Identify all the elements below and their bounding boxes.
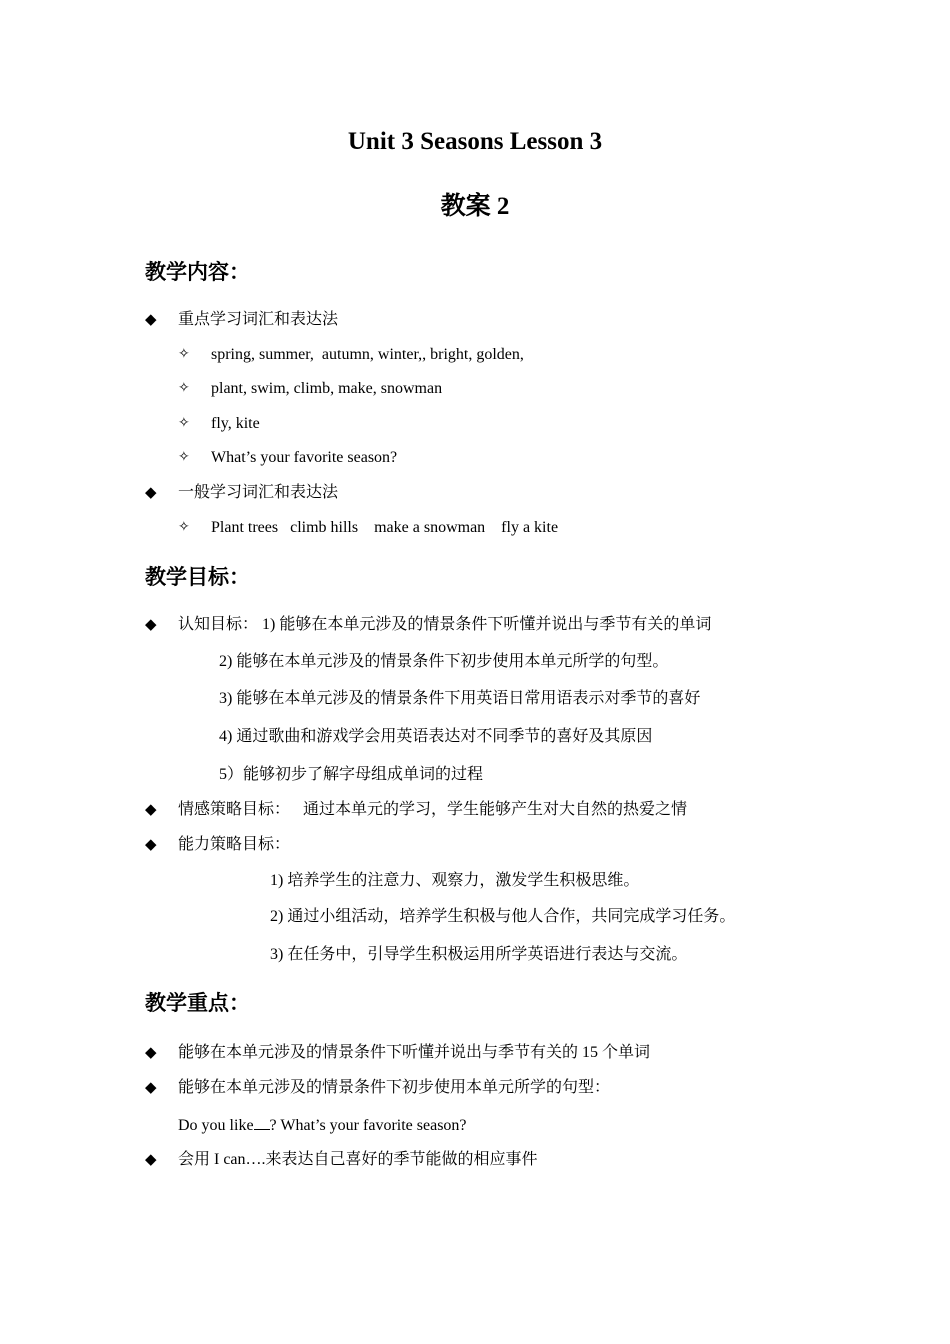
blank-underline (254, 1115, 270, 1130)
focus-example-sentence (178, 1115, 467, 1136)
focus-example-prefix: Do you like (178, 1117, 254, 1134)
affective-label: 情感策略目标： (178, 801, 291, 818)
cognitive-item: 5）能够初步了解字母组成单词的过程 (219, 766, 484, 783)
key-vocab-item: plant, swim, climb, make, snowman (211, 380, 443, 397)
cognitive-item: 3) 能够在本单元涉及的情景条件下用英语日常用语表示对季节的喜好 (219, 690, 701, 707)
focus-item: 能够在本单元涉及的情景条件下初步使用本单元所学的句型： (178, 1079, 611, 1096)
ability-label: 能力策略目标： (178, 836, 291, 853)
star-bullet-icon: ✧ (178, 347, 190, 362)
cognitive-label: 认知目标： (178, 616, 259, 633)
key-vocab-item: What’s your favorite season? (211, 449, 398, 466)
general-vocab-item: Plant trees climb hills make a snowman fly a kite (211, 519, 559, 536)
ability-item: 1) 培养学生的注意力、观察力，激发学生积极思维。 (270, 872, 640, 889)
affective-text: 通过本单元的学习，学生能够产生对大自然的热爱之情 (303, 801, 688, 818)
diamond-bullet-icon: ◆ (145, 312, 157, 328)
cognitive-item: 4) 通过歌曲和游戏学会用英语表达对不同季节的喜好及其原因 (219, 728, 653, 745)
diamond-bullet-icon: ◆ (145, 837, 157, 853)
diamond-bullet-icon: ◆ (145, 485, 157, 501)
section-heading-focus: 教学重点： (145, 991, 250, 1015)
diamond-bullet-icon: ◆ (145, 1080, 157, 1096)
key-vocab-item: fly, kite (211, 415, 260, 432)
ability-item: 2) 通过小组活动，培养学生积极与他人合作，共同完成学习任务。 (270, 908, 736, 925)
cognitive-item: 2) 能够在本单元涉及的情景条件下初步使用本单元所学的句型。 (219, 653, 669, 670)
star-bullet-icon: ✧ (178, 450, 190, 465)
section-heading-content: 教学内容： (145, 260, 250, 284)
star-bullet-icon: ✧ (178, 520, 190, 535)
section-heading-objectives: 教学目标： (145, 565, 250, 589)
focus-item: 会用 I can….来表达自己喜好的季节能做的相应事件 (178, 1151, 538, 1168)
ability-item: 3) 在任务中，引导学生积极运用所学英语进行表达与交流。 (270, 946, 688, 963)
general-vocab-label: 一般学习词汇和表达法 (178, 484, 339, 501)
document-title: Unit 3 Seasons Lesson 3 (347, 128, 603, 155)
key-vocab-label: 重点学习词汇和表达法 (178, 311, 339, 328)
diamond-bullet-icon: ◆ (145, 1152, 157, 1168)
diamond-bullet-icon: ◆ (145, 1045, 157, 1061)
diamond-bullet-icon: ◆ (145, 802, 157, 818)
key-vocab-item: spring, summer, autumn, winter,, bright, golden, (211, 346, 524, 363)
star-bullet-icon: ✧ (178, 416, 190, 431)
document-subtitle: 教案 2 (440, 193, 510, 220)
diamond-bullet-icon: ◆ (145, 617, 157, 633)
focus-example-suffix: ? What’s your favorite season? (269, 1117, 467, 1134)
cognitive-item: 1) 能够在本单元涉及的情景条件下听懂并说出与季节有关的单词 (262, 616, 712, 633)
star-bullet-icon: ✧ (178, 381, 190, 396)
focus-item: 能够在本单元涉及的情景条件下听懂并说出与季节有关的 15 个单词 (178, 1044, 651, 1061)
